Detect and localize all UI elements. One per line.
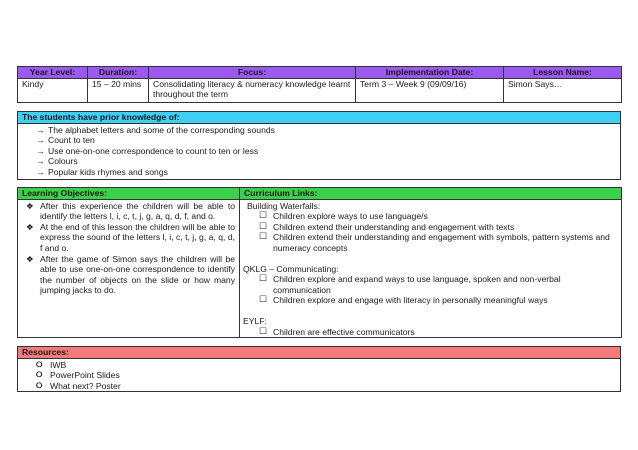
year-level-value: Kindy bbox=[18, 78, 88, 102]
list-item: → Use one-on-one correspondence to count to ten or less bbox=[36, 146, 616, 157]
list-item: ❖ After the game of Simon says the children will be able to use one-on-one correspondence to identify the number of objects on the slide or how many jumping jacks to do. bbox=[22, 254, 235, 296]
resources-title: Resources: bbox=[18, 347, 621, 359]
prior-knowledge-list bbox=[22, 125, 616, 178]
list-item: ☐ Children extend their understanding and engagement with symbols, pattern systems and numeracy concepts bbox=[259, 232, 617, 253]
duration-value: 15 – 20 mins bbox=[88, 78, 149, 102]
lesson-name-value: Simon Says… bbox=[504, 78, 622, 102]
list-item: → Colours bbox=[36, 156, 616, 167]
list-item: → Count to ten bbox=[36, 135, 616, 146]
list-item: → Popular kids rhymes and songs bbox=[36, 167, 616, 178]
implementation-date-header: Implementation Date: bbox=[356, 67, 504, 79]
duration-header: Duration: bbox=[88, 67, 149, 79]
list-item: ⭘ What next? Poster bbox=[36, 381, 616, 392]
list-item: ☐ Children explore and engage with literacy in personally meaningful ways bbox=[259, 295, 617, 306]
objectives-curriculum-table bbox=[17, 187, 622, 338]
eylf-list bbox=[243, 327, 617, 338]
building-waterfalls-list bbox=[243, 211, 617, 253]
list-item: ☐ Children are effective communicators bbox=[259, 327, 617, 338]
qklg-list bbox=[243, 274, 617, 306]
list-item: ❖ After this experience the children will be able to identify the letters l, i, c, t, j, g, a, q, d, f, and o. bbox=[22, 201, 235, 222]
learning-objectives-title: Learning Objectives: bbox=[18, 188, 240, 200]
prior-knowledge-table bbox=[17, 111, 621, 180]
learning-objectives-list bbox=[22, 201, 235, 296]
prior-knowledge-title: The students have prior knowledge of: bbox=[18, 112, 621, 124]
year-level-header: Year Level: bbox=[18, 67, 88, 79]
list-item: ☐ Children extend their understanding and engagement with texts bbox=[259, 222, 617, 233]
list-item: ☐ Children explore ways to use language/s bbox=[259, 211, 617, 222]
list-item: ⭘ PowerPoint Slides bbox=[36, 370, 616, 381]
list-item: ❖ At the end of this lesson the children will be able to express the sound of the letters l, i, c, t, j, g, a, q, d, f and o. bbox=[22, 222, 235, 254]
focus-value: Consolidating literacy & numeracy knowledge learnt throughout the term bbox=[149, 78, 356, 102]
eylf-heading: EYLF: bbox=[243, 315, 267, 326]
building-waterfalls-heading: Building Waterfalls: bbox=[247, 200, 321, 211]
curriculum-links-title: Curriculum Links: bbox=[240, 188, 622, 200]
lesson-name-header: Lesson Name: bbox=[504, 67, 622, 79]
lesson-info-table bbox=[17, 66, 622, 103]
resources-list bbox=[22, 360, 616, 392]
list-item: ☐ Children explore and expand ways to use language, spoken and non-verbal communication bbox=[259, 274, 617, 295]
implementation-date-value: Term 3 – Week 9 (09/09/16) bbox=[356, 78, 504, 102]
focus-header: Focus: bbox=[149, 67, 356, 79]
list-item: ⭘ IWB bbox=[36, 360, 616, 371]
qklg-heading: QKLG – Communicating: bbox=[243, 263, 339, 274]
resources-table bbox=[17, 346, 621, 392]
list-item: → The alphabet letters and some of the corresponding sounds bbox=[36, 125, 616, 136]
